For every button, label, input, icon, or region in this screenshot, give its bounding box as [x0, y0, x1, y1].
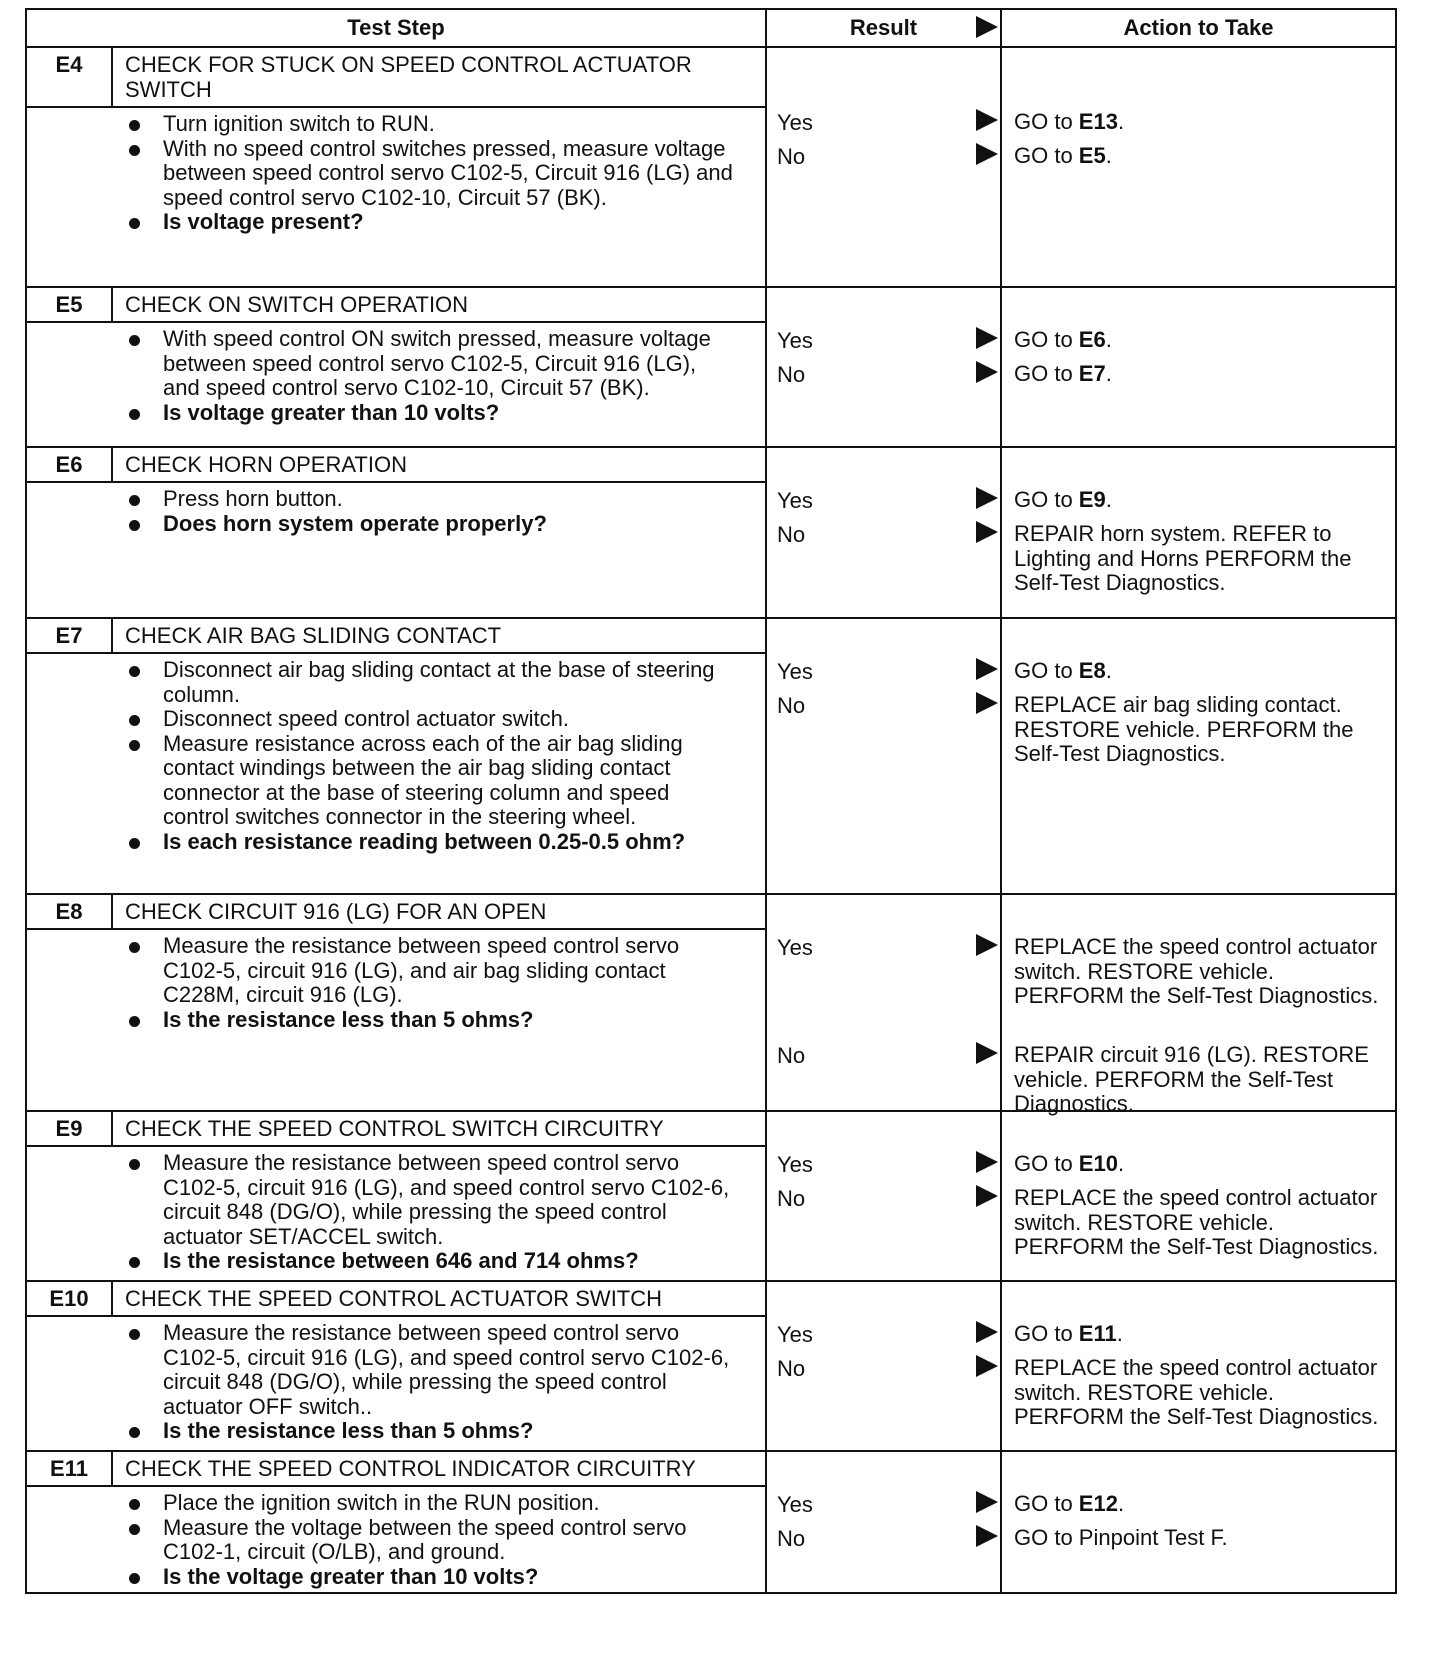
action-pre: REPLACE the speed control actuator switch. RESTORE vehicle. PERFORM the Self-Test Diagnostics. — [1014, 934, 1379, 1008]
result-label-yes: Yes — [777, 1152, 813, 1177]
instruction-item — [27, 1516, 765, 1565]
action-text — [1014, 1356, 1385, 1430]
test-step-row — [27, 1452, 1395, 1594]
test-step-row — [27, 48, 1395, 288]
instruction-text: With speed control ON switch pressed, measure voltage between speed control servo C102-5, Circuit 916 (LG), and speed control servo C102-10, Circuit 57 (BK). — [163, 326, 711, 400]
step-title-row — [27, 448, 765, 483]
step-instructions — [27, 108, 765, 286]
action-pre: GO to — [1014, 327, 1079, 352]
test-step-cell — [27, 48, 767, 286]
arrow-right-icon — [976, 1491, 998, 1513]
step-title: CHECK HORN OPERATION — [125, 452, 407, 477]
action-post: . — [1105, 361, 1112, 386]
bullet-icon — [127, 658, 163, 707]
arrow-right-icon — [976, 143, 998, 165]
action-ref: E12 — [1078, 1491, 1118, 1516]
step-title-row — [27, 1112, 765, 1147]
test-step-cell — [27, 1282, 767, 1450]
arrow-right-icon — [976, 327, 998, 349]
bullet-icon — [127, 1008, 163, 1033]
step-title: CHECK FOR STUCK ON SPEED CONTROL ACTUATOR SWITCH — [125, 52, 692, 102]
action-post: . — [1117, 109, 1125, 134]
result-label-yes: Yes — [777, 1322, 813, 1347]
test-step-row — [27, 288, 1395, 448]
action-text — [1014, 522, 1385, 596]
test-step-row — [27, 895, 1395, 1116]
question-text: Is the resistance less than 5 ohms? — [163, 1418, 534, 1443]
action-pre: GO to — [1014, 1151, 1079, 1176]
action-pre: GO to — [1014, 143, 1079, 168]
bullet-icon — [127, 512, 163, 537]
result-label-no: No — [777, 522, 806, 547]
question-text: Is the resistance less than 5 ohms? — [163, 1006, 534, 1032]
diagnostic-table — [25, 8, 1397, 1594]
action-text — [1014, 1043, 1385, 1117]
step-id: E9 — [27, 1112, 113, 1145]
result-label-yes: Yes — [777, 488, 813, 513]
step-title-row — [27, 288, 765, 323]
arrow-right-icon — [976, 1151, 998, 1173]
header-action: Action to Take — [1123, 15, 1274, 40]
instruction-question — [27, 512, 765, 537]
instruction-question — [27, 830, 765, 855]
bullet-icon — [127, 707, 163, 732]
action-cell — [1002, 448, 1395, 617]
action-ref: E5 — [1078, 143, 1106, 168]
test-step-cell — [27, 895, 767, 1110]
instruction-item — [27, 1151, 765, 1249]
instruction-item — [27, 137, 765, 211]
result-cell — [767, 48, 1002, 286]
instruction-item — [27, 487, 765, 512]
result-label-yes: Yes — [777, 659, 813, 684]
instruction-item — [27, 934, 765, 1008]
test-step-cell — [27, 1112, 767, 1280]
step-title-row — [27, 619, 765, 654]
arrow-right-icon — [976, 109, 998, 131]
result-label-no: No — [777, 1043, 806, 1068]
bullet-icon — [127, 137, 163, 211]
result-label-no: No — [777, 1356, 806, 1381]
instruction-item — [27, 1491, 765, 1516]
action-post: . — [1116, 1321, 1123, 1346]
action-cell — [1002, 1452, 1395, 1592]
arrow-right-icon — [976, 1525, 998, 1547]
action-text — [1014, 935, 1385, 1009]
question-text: Is voltage present? — [163, 209, 364, 234]
arrow-right-icon — [976, 1355, 998, 1377]
action-post: . — [1105, 143, 1112, 168]
test-step-row — [27, 448, 1395, 619]
instruction-text: Measure the resistance between speed control servo C102-5, circuit 916 (LG), and speed control servo C102-6, circuit 848 (DG/O), while pressing the speed control actuator OFF switch.. — [163, 1320, 730, 1419]
bullet-icon — [127, 1565, 163, 1590]
result-cell — [767, 619, 1002, 893]
arrow-right-icon — [976, 934, 998, 956]
step-title: CHECK AIR BAG SLIDING CONTACT — [125, 623, 502, 648]
result-cell — [767, 1282, 1002, 1450]
action-text — [1014, 659, 1385, 684]
action-ref: E6 — [1078, 327, 1106, 352]
instruction-item — [27, 327, 765, 401]
instruction-item — [27, 658, 765, 707]
instruction-item — [27, 707, 765, 732]
result-cell — [767, 1452, 1002, 1592]
table-body — [27, 48, 1395, 1594]
instruction-text: Disconnect air bag sliding contact at the base of steering column. — [163, 657, 715, 707]
action-post: . — [1105, 327, 1112, 352]
step-instructions — [27, 1487, 765, 1595]
instruction-item — [27, 1321, 765, 1419]
arrow-right-icon — [976, 1321, 998, 1343]
table-header — [27, 10, 1395, 48]
question-text: Does horn system operate properly? — [163, 510, 547, 536]
action-text — [1014, 1322, 1385, 1347]
action-pre: GO to — [1014, 1321, 1079, 1346]
bullet-icon — [127, 1321, 163, 1419]
question-text: Is the resistance between 646 and 714 ohms? — [163, 1248, 639, 1273]
bullet-icon — [127, 1151, 163, 1249]
step-instructions — [27, 323, 765, 446]
action-text — [1014, 1526, 1385, 1551]
instruction-item — [27, 112, 765, 137]
instruction-question — [27, 401, 765, 426]
arrow-right-icon — [976, 1042, 998, 1064]
bullet-icon — [127, 112, 163, 137]
step-instructions — [27, 930, 765, 1110]
action-ref: E7 — [1078, 361, 1106, 386]
arrow-right-icon — [976, 16, 998, 38]
instruction-question — [27, 1008, 765, 1033]
result-label-yes: Yes — [777, 110, 813, 135]
result-cell — [767, 895, 1002, 1110]
instruction-text: Measure the resistance between speed control servo C102-5, circuit 916 (LG), and air bag sliding contact C228M, circuit 916 (LG). — [163, 933, 680, 1007]
instruction-text: Measure the voltage between the speed control servo C102-1, circuit (O/LB), and ground. — [163, 1514, 687, 1564]
step-id: E8 — [27, 895, 113, 928]
action-post: . — [1105, 658, 1112, 683]
instruction-text: Press horn button. — [163, 486, 343, 511]
bullet-icon — [127, 1516, 163, 1565]
step-instructions — [27, 483, 765, 617]
action-pre: GO to Pinpoint Test F. — [1014, 1525, 1228, 1550]
action-pre: GO to — [1014, 658, 1079, 683]
step-title: CHECK THE SPEED CONTROL INDICATOR CIRCUITRY — [125, 1456, 696, 1481]
action-ref: E9 — [1078, 487, 1106, 512]
instruction-item — [27, 732, 765, 830]
action-pre: GO to — [1014, 109, 1079, 134]
action-text — [1014, 144, 1385, 169]
test-step-cell — [27, 448, 767, 617]
action-pre: REPLACE air bag sliding contact. RESTORE vehicle. PERFORM the Self-Test Diagnostics. — [1014, 692, 1354, 766]
test-step-row — [27, 619, 1395, 895]
step-title-row — [27, 1282, 765, 1317]
step-id: E11 — [27, 1452, 113, 1485]
arrow-right-icon — [976, 1185, 998, 1207]
test-step-cell — [27, 288, 767, 446]
step-title-row — [27, 895, 765, 930]
step-id: E4 — [27, 48, 113, 106]
step-instructions — [27, 1147, 765, 1280]
step-id: E5 — [27, 288, 113, 321]
action-text — [1014, 1152, 1385, 1177]
action-text — [1014, 693, 1385, 767]
result-label-no: No — [777, 1526, 806, 1551]
step-id: E7 — [27, 619, 113, 652]
test-step-row — [27, 1282, 1395, 1452]
result-cell — [767, 448, 1002, 617]
test-step-cell — [27, 1452, 767, 1592]
result-label-no: No — [777, 1186, 806, 1211]
header-result-label: Result — [849, 15, 918, 40]
arrow-right-icon — [976, 521, 998, 543]
instruction-text: Turn ignition switch to RUN. — [163, 111, 435, 136]
step-id: E10 — [27, 1282, 113, 1315]
test-step-cell — [27, 619, 767, 893]
action-pre: REPLACE the speed control actuator switch. RESTORE vehicle. PERFORM the Self-Test Diagnostics. — [1014, 1185, 1379, 1259]
instruction-question — [27, 1565, 765, 1590]
action-pre: GO to — [1014, 487, 1079, 512]
bullet-icon — [127, 830, 163, 855]
action-text — [1014, 1492, 1385, 1517]
result-cell — [767, 288, 1002, 446]
instruction-text: Disconnect speed control actuator switch. — [163, 706, 569, 731]
step-id: E6 — [27, 448, 113, 481]
header-result — [767, 10, 1002, 46]
action-text — [1014, 488, 1385, 513]
question-text: Is the voltage greater than 10 volts? — [163, 1563, 539, 1589]
action-text — [1014, 110, 1385, 135]
instruction-question — [27, 1249, 765, 1274]
step-instructions — [27, 1317, 765, 1450]
action-post: . — [1105, 487, 1112, 512]
bullet-icon — [127, 210, 163, 235]
action-cell — [1002, 1112, 1395, 1280]
bullet-icon — [127, 327, 163, 401]
action-pre: GO to — [1014, 1491, 1079, 1516]
result-label-yes: Yes — [777, 1492, 813, 1517]
header-test-step: Test Step — [27, 10, 767, 46]
question-text: Is voltage greater than 10 volts? — [163, 399, 500, 425]
action-cell — [1002, 1282, 1395, 1450]
action-pre: REPAIR circuit 916 (LG). RESTORE vehicle. PERFORM the Self-Test Diagnostics. — [1014, 1042, 1369, 1116]
action-pre: REPLACE the speed control actuator switch. RESTORE vehicle. PERFORM the Self-Test Diagnostics. — [1014, 1355, 1379, 1429]
arrow-right-icon — [976, 487, 998, 509]
result-label-no: No — [777, 144, 806, 169]
action-post: . — [1117, 1491, 1125, 1516]
arrow-right-icon — [976, 361, 998, 383]
question-text: Is each resistance reading between 0.25-0.5 ohm? — [163, 828, 686, 854]
action-pre: REPAIR horn system. REFER to Lighting and Horns PERFORM the Self-Test Diagnostics. — [1014, 521, 1352, 595]
bullet-icon — [127, 934, 163, 1008]
step-title: CHECK THE SPEED CONTROL SWITCH CIRCUITRY — [125, 1116, 664, 1141]
action-cell — [1002, 895, 1395, 1116]
action-ref: E8 — [1078, 658, 1106, 683]
action-text — [1014, 362, 1385, 387]
action-cell — [1002, 288, 1395, 446]
step-title-row — [27, 1452, 765, 1487]
instruction-text: With no speed control switches pressed, measure voltage between speed control servo C102-5, Circuit 916 (LG) and speed control servo C102-10, Circuit 57 (BK). — [163, 135, 733, 210]
action-cell — [1002, 619, 1395, 893]
bullet-icon — [127, 401, 163, 426]
action-ref: E10 — [1078, 1151, 1118, 1176]
result-cell — [767, 1112, 1002, 1280]
bullet-icon — [127, 1491, 163, 1516]
instruction-question — [27, 210, 765, 235]
action-text — [1014, 1186, 1385, 1260]
action-pre: GO to — [1014, 361, 1079, 386]
arrow-right-icon — [976, 658, 998, 680]
step-title-row — [27, 48, 765, 108]
bullet-icon — [127, 1249, 163, 1274]
instruction-text: Measure resistance across each of the air bag sliding contact windings between the air bag sliding contact connector at the base of steering column and speed control switches connector in the steering wheel. — [163, 730, 683, 829]
action-ref: E13 — [1078, 109, 1118, 134]
action-ref: E11 — [1078, 1321, 1117, 1346]
instruction-text: Place the ignition switch in the RUN position. — [163, 1490, 600, 1515]
arrow-right-icon — [976, 692, 998, 714]
step-title: CHECK THE SPEED CONTROL ACTUATOR SWITCH — [125, 1286, 663, 1311]
instruction-text: Measure the resistance between speed control servo C102-5, circuit 916 (LG), and speed control servo C102-6, circuit 848 (DG/O), while pressing the speed control actuator SET/ACCEL switch. — [163, 1150, 730, 1249]
result-label-yes: Yes — [777, 935, 813, 960]
result-label-no: No — [777, 693, 806, 718]
action-text — [1014, 328, 1385, 353]
step-title: CHECK ON SWITCH OPERATION — [125, 292, 469, 317]
bullet-icon — [127, 487, 163, 512]
step-title: CHECK CIRCUIT 916 (LG) FOR AN OPEN — [125, 899, 547, 924]
bullet-icon — [127, 732, 163, 830]
instruction-question — [27, 1419, 765, 1444]
test-step-row — [27, 1112, 1395, 1282]
action-cell — [1002, 48, 1395, 286]
result-label-yes: Yes — [777, 328, 813, 353]
bullet-icon — [127, 1419, 163, 1444]
action-post: . — [1117, 1151, 1125, 1176]
step-instructions — [27, 654, 765, 893]
result-label-no: No — [777, 362, 806, 387]
